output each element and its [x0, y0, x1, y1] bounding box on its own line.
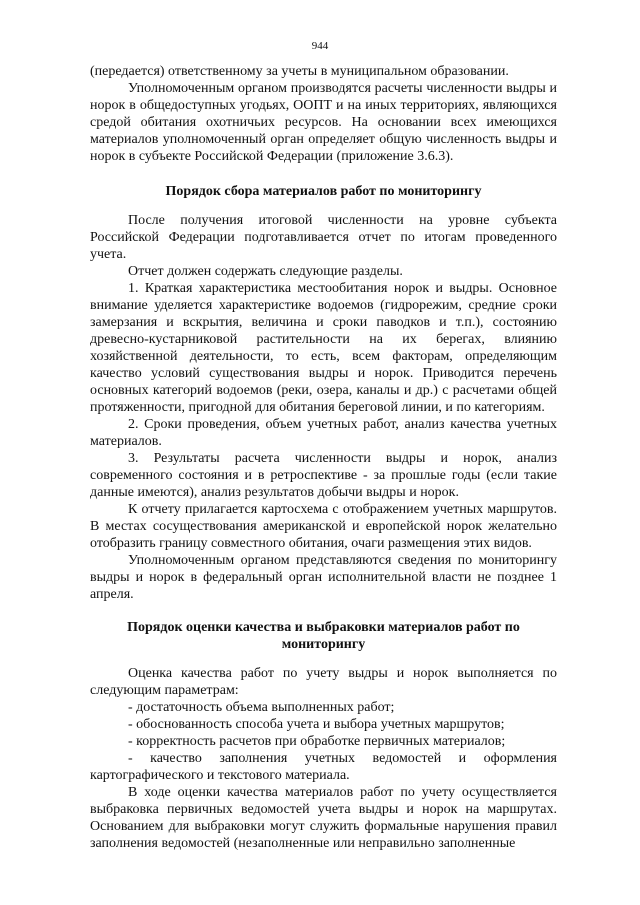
section-heading-monitoring-collection: Порядок сбора материалов работ по мониторингу — [165, 184, 482, 199]
document-body — [90, 63, 557, 852]
paragraph: Отчет должен содержать следующие разделы. — [128, 264, 403, 279]
list-item: - качество заполнения учетных ведомостей и оформления картографического и текстового материала. — [90, 751, 557, 783]
paragraph: Уполномоченным органом представляются сведения по мониторингу выдры и норок в федеральный орган исполнительной власти не позднее 1 апреля. — [90, 553, 557, 602]
list-item: - обоснованность способа учета и выбора учетных маршрутов; — [128, 717, 505, 732]
paragraph: 1. Краткая характеристика местообитания норок и выдры. Основное внимание уделяется характеристике водоемов (гидрорежим, средние сроки замерзания и вскрытия, величина и сроки паводков и т.п.), состоянию древесно-кустарниковой растительности на их берегах, влиянию хозяйственной деятельности, то есть, всем факторам, определяющим качество условий существования выдры и норок. Приводится перечень основных категорий водоемов (реки, озера, каналы и др.) с расчетами общей протяженности, пригодной для обитания береговой линии, и по категориям. — [90, 281, 557, 415]
section-heading-quality-assessment: Порядок оценки качества и выбраковки материалов работ по мониторингу — [127, 620, 520, 652]
page-number: 944 — [311, 40, 329, 52]
paragraph: 3. Результаты расчета численности выдры и норок, анализ современного состояния и в ретроспективе - за прошлые годы (если такие данные имеются), анализ результатов добычи выдры и норок. — [90, 451, 557, 500]
paragraph: В ходе оценки качества материалов работ по учету осуществляется выбраковка первичных ведомостей учета выдры и норок на маршрутах. Основанием для выбраковки могут служить формальные нарушения правил заполнения ведомостей (незаполненные или неправильно заполненные — [90, 785, 557, 851]
paragraph: К отчету прилагается картосхема с отображением учетных маршрутов. В местах сосуществования американской и европейской норок желательно отобразить границу совместного обитания, очаги размещения этих видов. — [90, 502, 557, 551]
paragraph: Уполномоченным органом производятся расчеты численности выдры и норок в общедоступных угодьях, ООПТ и на иных территориях, являющихся средой обитания охотничьих ресурсов. На основании всех имеющихся материалов уполномоченный орган определяет общую численность выдры и норок в субъекте Российской Федерации (приложение 3.6.3). — [90, 81, 557, 164]
paragraph: После получения итоговой численности на уровне субъекта Российской Федерации подготавливается отчет по итогам проведенного учета. — [90, 213, 557, 262]
list-item: - корректность расчетов при обработке первичных материалов; — [128, 734, 506, 749]
list-item: - достаточность объема выполненных работ; — [128, 700, 395, 715]
paragraph: 2. Сроки проведения, объем учетных работ, анализ качества учетных материалов. — [90, 417, 557, 449]
paragraph: Оценка качества работ по учету выдры и норок выполняется по следующим параметрам: — [90, 666, 557, 698]
paragraph: (передается) ответственному за учеты в муниципальном образовании. — [90, 64, 509, 79]
